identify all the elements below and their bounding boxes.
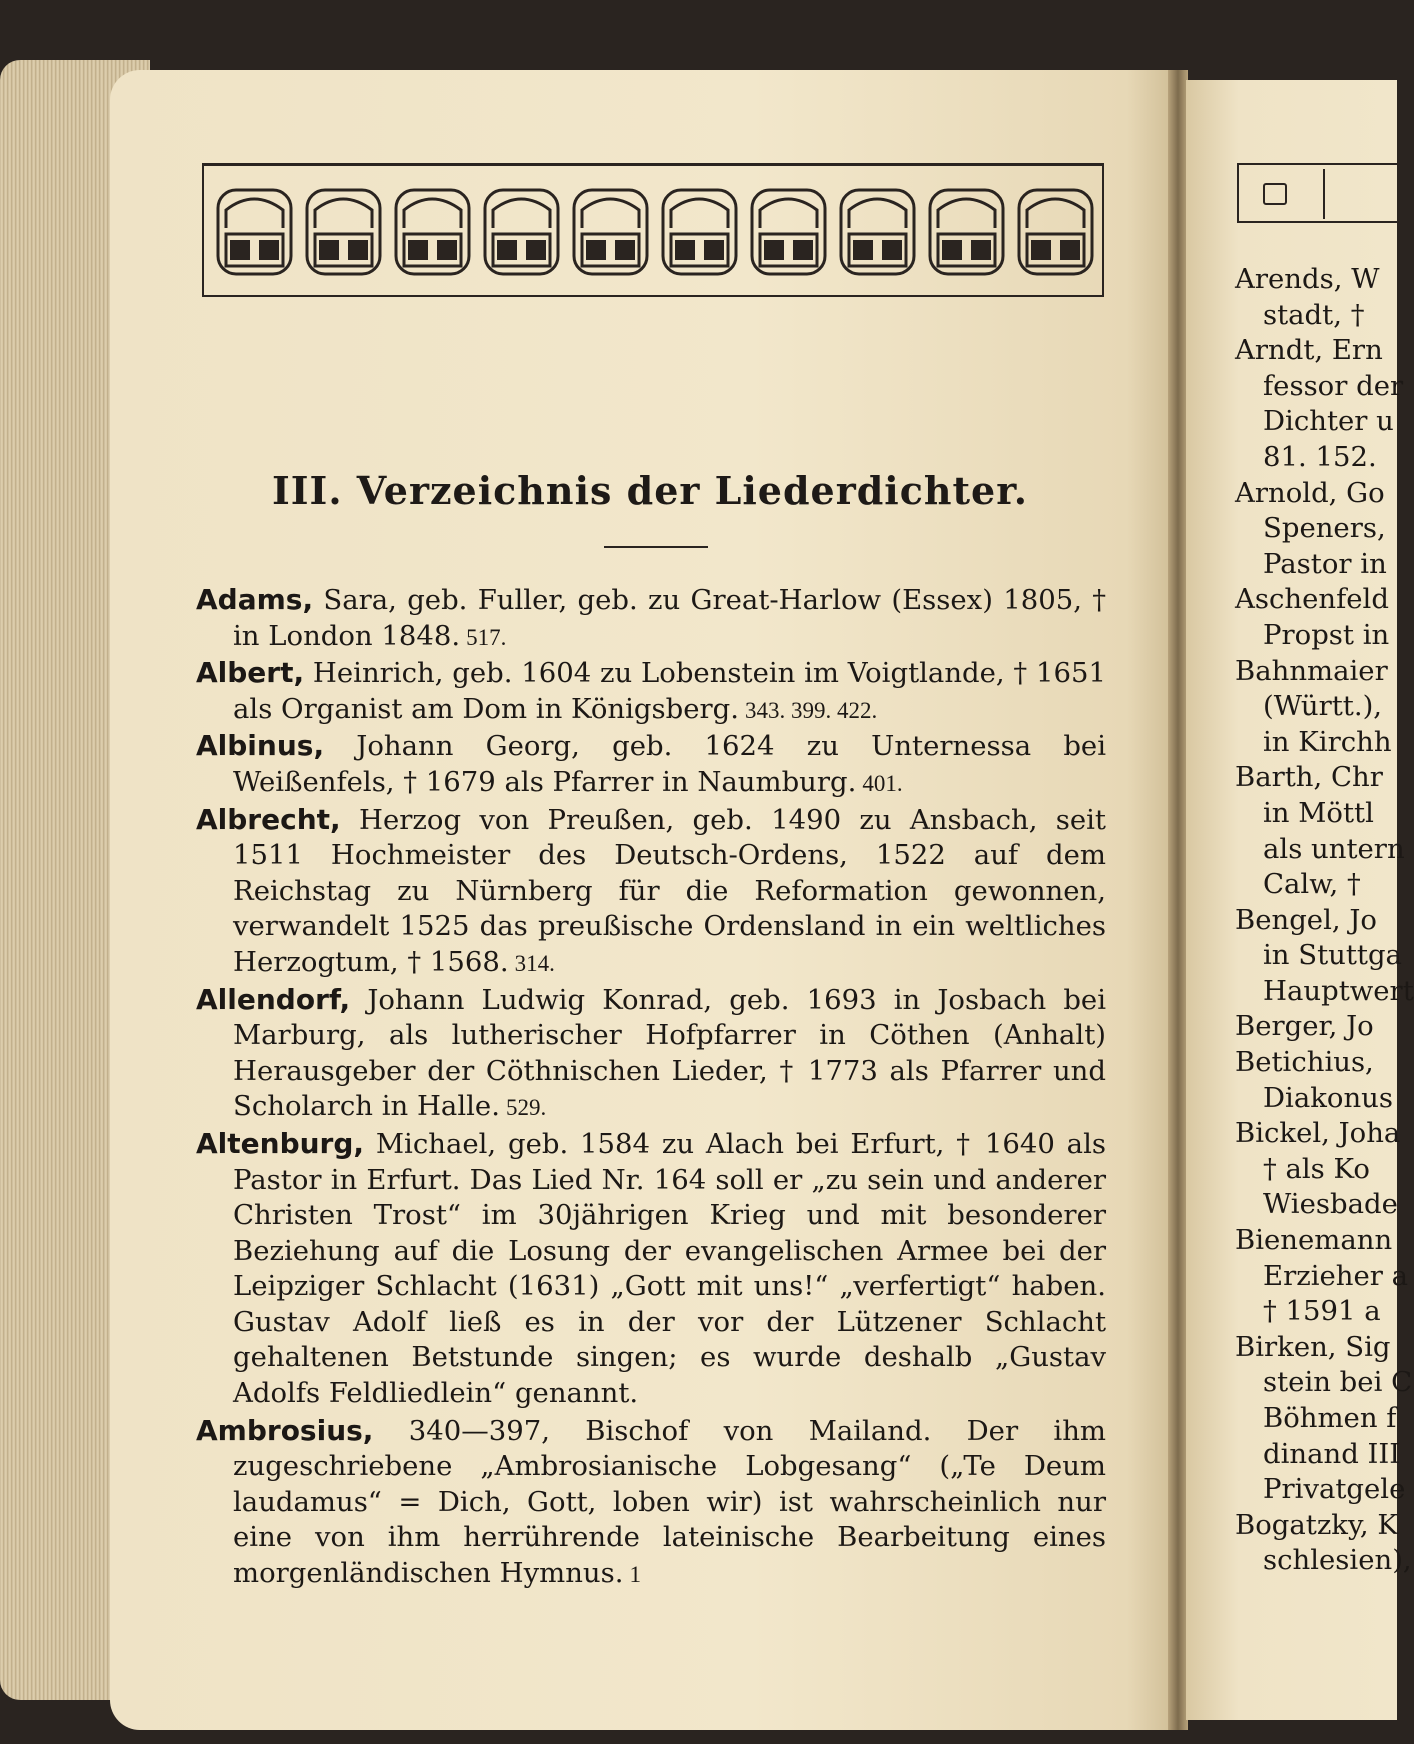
- ornament-motif: [572, 188, 649, 278]
- right-page-text: [1235, 262, 1414, 1579]
- right-header-ornament: [1237, 163, 1397, 223]
- author-name: Albrecht,: [196, 802, 341, 836]
- right-line: Pastor in: [1263, 547, 1387, 580]
- right-line: Arends, W: [1235, 263, 1380, 295]
- hymn-refs: 401.: [862, 770, 903, 796]
- author-index-list: [196, 582, 1106, 1593]
- title-divider: [604, 546, 708, 548]
- author-entry: [196, 582, 1106, 655]
- author-name: Ambrosius,: [196, 1413, 374, 1447]
- right-line: stadt, †: [1263, 298, 1365, 331]
- ornament-divider: [1323, 169, 1325, 219]
- right-line: in Möttl: [1263, 796, 1374, 829]
- right-line: Barth, Chr: [1235, 761, 1383, 794]
- author-bio: Michael, geb. 1584 zu Alach bei Erfurt, † 1640 als Pastor in Erfurt. Das Lied Nr. 164 soll er „zu sein und anderer Christen Trost“ im 30jährigen Krieg und mit besonderer Beziehung auf die Losung der evangelischen Armee bei der Leipziger Schlacht (1631) „Gott mit uns!“ „verfertigt“ haben. Gustav Adolf ließ es in der vor der Lützener Schlacht gehaltenen Betstunde singen; es wurde deshalb „Gustav Adolfs Feldliedlein“ genannt.: [233, 1127, 1106, 1410]
- ornament-motif: [1017, 188, 1094, 278]
- right-line: Berger, Jo: [1235, 1010, 1374, 1043]
- right-line: schlesien),: [1263, 1544, 1412, 1577]
- right-line: Bengel, Jo: [1235, 903, 1377, 936]
- ornament-motif: [839, 188, 916, 278]
- author-entry: [196, 802, 1106, 982]
- right-line: als untern: [1263, 832, 1405, 865]
- author-entry: [196, 728, 1106, 801]
- right-line: Diakonus: [1263, 1081, 1393, 1114]
- hymn-refs: 343. 399. 422.: [744, 697, 878, 723]
- author-name: Altenburg,: [196, 1126, 365, 1160]
- hymn-refs: 314.: [514, 950, 555, 976]
- right-line: in Stuttga: [1263, 939, 1402, 972]
- author-name: Allendorf,: [196, 982, 351, 1016]
- right-line: Bienemann: [1235, 1224, 1393, 1257]
- ornament-motif: [750, 188, 827, 278]
- right-line: Dichter u: [1263, 405, 1394, 438]
- right-line: Privatgele: [1263, 1473, 1406, 1506]
- right-line: Arndt, Ern: [1235, 334, 1383, 367]
- author-bio: Heinrich, geb. 1604 zu Lobenstein im Voigtlande, † 1651 als Organist am Dom in Königsberg.: [233, 657, 1106, 725]
- author-entry: [196, 1126, 1106, 1413]
- right-line: Arnold, Go: [1235, 476, 1385, 509]
- right-line: in Kirchh: [1263, 725, 1392, 758]
- page-title: III. Verzeichnis der Liederdichter.: [272, 468, 1028, 513]
- right-line: 81. 152.: [1263, 440, 1377, 473]
- ornament-motif: [928, 188, 1005, 278]
- right-line: Birken, Sig: [1235, 1330, 1391, 1363]
- ornament-motif: [305, 188, 382, 278]
- author-bio: 340—397, Bischof von Mailand. Der ihm zugeschriebene „Ambrosianische Lobgesang“ („Te Deum laudamus“ = Dich, Gott, loben wir) ist wahrscheinlich nur eine von ihm herrührende lateinische Bearbeitung eines morgenländischen Hymnus.: [233, 1414, 1106, 1590]
- hymn-refs: 529.: [505, 1095, 547, 1121]
- ornament-motif: [216, 188, 293, 278]
- right-line: stein bei C: [1263, 1366, 1413, 1399]
- ornament-motif: [661, 188, 738, 278]
- hymn-refs: 1: [629, 1562, 641, 1588]
- right-line: Böhmen f: [1263, 1402, 1397, 1434]
- book-gutter: [1168, 70, 1188, 1730]
- author-bio: Johann Ludwig Konrad, geb. 1693 in Josbach bei Marburg, als lutherischer Hofpfarrer in Cöthen (Anhalt) Herausgeber der Cöthnischen Lieder, † 1773 als Pfarrer und Scholarch in Halle.: [233, 983, 1107, 1123]
- hymn-refs: 517.: [466, 624, 507, 650]
- right-line: Hauptwert: [1263, 974, 1414, 1007]
- author-entry: [196, 1413, 1106, 1593]
- right-line: Propst in: [1263, 618, 1390, 651]
- right-line: † 1591 a: [1263, 1295, 1381, 1328]
- author-bio: Johann Georg, geb. 1624 zu Unternessa bei Weißenfels, † 1679 als Pfarrer in Naumburg.: [233, 730, 1106, 798]
- header-ornament: [202, 163, 1104, 297]
- author-entry: [196, 655, 1106, 728]
- author-name: Albert,: [196, 656, 305, 690]
- ornament-motif: [483, 188, 560, 278]
- right-line: Bogatzky, K: [1235, 1508, 1398, 1541]
- right-line: Bahnmaier: [1235, 654, 1388, 687]
- right-line: Wiesbade: [1263, 1188, 1398, 1221]
- right-line: fessor der: [1263, 369, 1404, 402]
- author-bio: Sara, geb. Fuller, geb. zu Great-Harlow (Essex) 1805, † in London 1848.: [233, 584, 1106, 652]
- right-line: Calw, †: [1263, 868, 1361, 901]
- author-bio: Herzog von Preußen, geb. 1490 zu Ansbach, seit 1511 Hochmeister des Deutsch-Ordens, 1522 auf dem Reichstag zu Nürnberg für die Reformation gewonnen, verwandelt 1525 das preußische Ordensland in ein weltliches Herzogtum, † 1568.: [233, 803, 1106, 978]
- right-line: Aschenfeld: [1235, 583, 1389, 616]
- author-name: Albinus,: [196, 729, 325, 763]
- right-line: Bickel, Joha: [1235, 1117, 1401, 1150]
- right-line: Speners,: [1263, 512, 1386, 545]
- right-line: † als Ko: [1263, 1152, 1370, 1185]
- right-line: (Württ.),: [1263, 690, 1383, 723]
- ornament-square-icon: [1263, 183, 1287, 205]
- right-line: dinand III: [1263, 1437, 1401, 1470]
- right-line: Erzieher a: [1263, 1259, 1409, 1292]
- right-line: Betichius,: [1235, 1046, 1374, 1079]
- ornament-motif: [394, 188, 471, 278]
- author-name: Adams,: [196, 583, 314, 616]
- author-entry: [196, 982, 1106, 1126]
